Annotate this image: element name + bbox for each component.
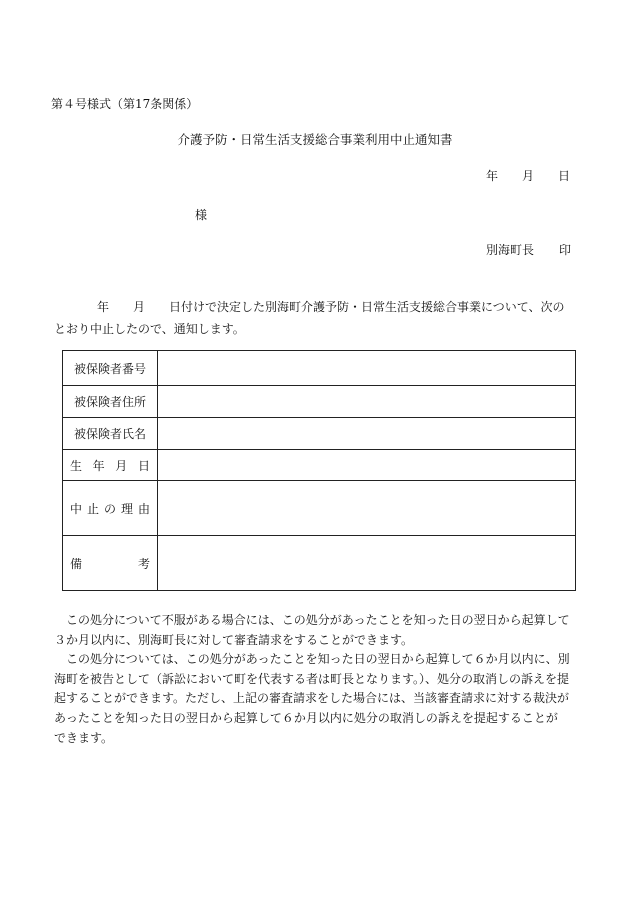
table-row — [63, 450, 576, 481]
appeal-notice — [54, 611, 584, 748]
date-line — [486, 170, 570, 182]
remarks-cell[interactable] — [157, 536, 575, 591]
label-text: 被保険者氏名 — [73, 427, 146, 441]
addressee-honorific: 様 — [195, 208, 208, 222]
notice-body-paragraph — [54, 296, 582, 340]
table-row — [63, 418, 576, 450]
notice-line: ３か月以内に、別海町長に対して審査請求をすることができます。 — [54, 632, 414, 647]
row-label-stop-reason — [63, 481, 158, 536]
label-text: 生年月日 — [69, 458, 150, 473]
form-number: 第４号様式（第17条関係） — [51, 97, 199, 111]
notice-line: 起することができます。ただし、上記の審査請求をした場合には、当該審査請求に対する裁決が — [54, 691, 570, 706]
insured-number-cell[interactable] — [157, 351, 575, 386]
info-table — [62, 350, 576, 591]
label-text: 被保険者住所 — [73, 395, 146, 409]
row-label-insured-number — [63, 351, 158, 386]
notice-line: できます。 — [54, 730, 114, 745]
row-label-birth-date — [63, 450, 158, 481]
row-label-insured-address — [63, 386, 158, 418]
issuer-name: 別海町長 — [486, 243, 535, 257]
notice-line: 海町を被告として（訴訟において町を代表する者は町長となります。）、処分の取消しの訴えを提 — [54, 671, 570, 686]
label-text: 被保険者番号 — [73, 361, 146, 376]
table-row — [63, 481, 576, 536]
table-row — [63, 386, 576, 418]
document-title: 介護予防・日常生活支援総合事業利用中止通知書 — [177, 132, 453, 147]
notice-line: あったことを知った日の翌日から起算して６か月以内に処分の取消しの訴えを提起することが — [54, 710, 558, 725]
date-day-label: 日 — [558, 169, 571, 183]
row-label-remarks — [63, 536, 158, 591]
label-text: 備考 — [69, 556, 150, 571]
body-line-1: 年 月 日付けで決定した別海町介護予防・日常生活支援総合事業について、次の — [97, 300, 565, 314]
table-row — [63, 351, 576, 386]
label-text: 中止の理由 — [69, 501, 150, 516]
row-label-insured-name — [63, 418, 158, 450]
notice-line: この処分については、この処分があったことを知った日の翌日から起算して６か月以内に、別 — [66, 652, 570, 667]
insured-name-cell[interactable] — [157, 418, 575, 450]
body-line-2: とおり中止したので、通知します。 — [54, 322, 245, 336]
issuer-seal: 印 — [559, 243, 572, 257]
birth-date-cell[interactable] — [157, 450, 575, 481]
insured-address-cell[interactable] — [157, 386, 575, 418]
date-year-label: 年 — [486, 169, 499, 183]
notice-line: この処分について不服がある場合には、この処分があったことを知った日の翌日から起算して — [66, 613, 570, 627]
stop-reason-cell[interactable] — [157, 481, 575, 536]
issuer-line — [486, 244, 571, 256]
date-month-label: 月 — [522, 169, 535, 183]
table-row — [63, 536, 576, 591]
